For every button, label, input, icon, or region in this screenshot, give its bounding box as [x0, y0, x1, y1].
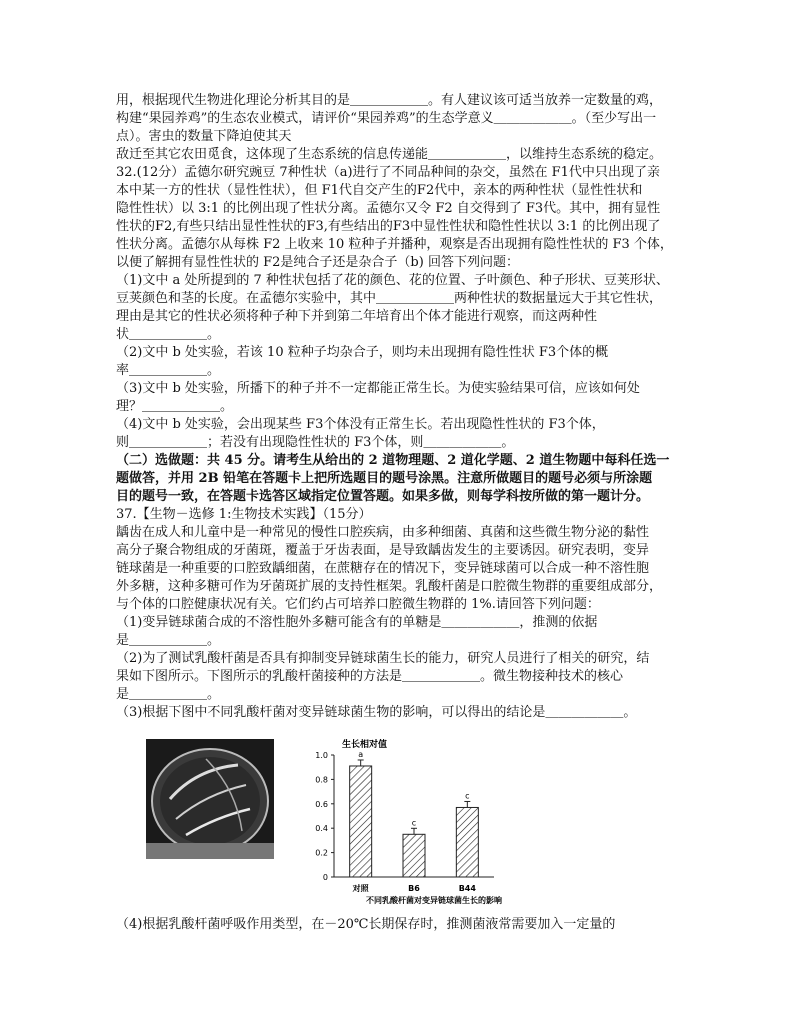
text-line: 龋齿在成人和儿童中是一种常见的慢性口腔疾病，由多种细菌、真菌和这些微生物分泌的黏性: [116, 525, 650, 540]
text-line: 高分子聚合物组成的牙菌斑，覆盖于牙齿表面，是导致龋齿发生的主要诱因。研究表明，变异: [116, 543, 650, 558]
bar: [403, 834, 425, 877]
text-line: （3)根据下图中不同乳酸杆菌对变异链球菌生物的影响，可以得出的结论是＿＿＿＿＿＿。: [116, 705, 637, 720]
significance-label: a: [358, 749, 364, 759]
text-line: 链球菌是一种重要的口腔致龋细菌，在蔗糖存在的情况下，变异链球菌可以合成一种不溶性胞: [116, 561, 650, 576]
category-label: 对照: [352, 884, 369, 893]
text-line: 性状的F2,有些只结出显性性状的F3,有些结出的F3中显性性状和隐性性状以 3:1 的比例出现了: [116, 219, 661, 234]
text-line: （2)文中 b 处实验，若该 10 粒种子均杂合子，则均未出现拥有隐性性状 F3个体的概: [116, 345, 609, 360]
text-line: 状＿＿＿＿＿＿。: [116, 327, 221, 342]
text-line: 构建“果园养鸡”的生态农业模式，请评价“果园养鸡”的生态学意义＿＿＿＿＿＿。（至少写出一: [116, 111, 657, 126]
y-tick-label: 0.2: [315, 848, 328, 858]
category-label: B44: [458, 884, 476, 893]
category-label: B6: [408, 884, 420, 893]
text-line: 本中某一方的性状（显性性状），但 F1代自交产生的F2代中，亲本的两种性状（显性性状和: [116, 183, 643, 198]
text-line: 以便了解拥有显性性状的 F2是纯合子还是杂合子（b) 回答下列问题：: [116, 255, 519, 270]
significance-label: c: [411, 818, 417, 828]
text-line: 目的题号一致，在答题卡选答区域指定位置答题。如果多做，则每学科按所做的第一题计分。: [116, 489, 650, 504]
text-line: 是＿＿＿＿＿＿。: [116, 633, 221, 648]
text-line: 37.【生物－选修 1:生物技术实践】（15分）: [116, 507, 372, 522]
text-line: 点）。害虫的数量下降迫使其天: [116, 129, 292, 144]
y-tick-label: 0: [322, 873, 328, 882]
elective-instructions: [116, 452, 682, 506]
text-line: 外多糖，这种多糖可作为牙菌斑扩展的支持性框架。乳酸杆菌是口腔微生物群的重要组成部分，: [116, 579, 663, 594]
text-line: 理？＿＿＿＿＿＿。: [116, 399, 234, 414]
text-line: 隐性性状）以 3:1 的比例出现了性状分离。孟德尔又令 F2 自交得到了 F3代。其中，拥有显性: [116, 201, 661, 216]
question-37-block: [116, 506, 682, 722]
text-line: 果如下图所示。下图所示的乳酸杆菌接种的方法是＿＿＿＿＿＿。微生物接种技术的核心: [116, 669, 624, 684]
bar: [350, 766, 372, 877]
significance-label: c: [465, 791, 470, 801]
document-body: [116, 92, 682, 722]
text-line: 豆荚颜色和茎的长度。在孟德尔实验中，其中＿＿＿＿＿＿两种性状的数据量远大于其它性状，: [116, 291, 663, 306]
question-32-block: [116, 92, 682, 452]
text-line: （二）选做题：共 45 分。请考生从给出的 2 道物理题、2 道化学题、2 道生物题中每科任选一: [116, 453, 670, 468]
text-line: （1)文中 a 处所提到的 7 种性状包括了花的颜色、花的位置、子叶颜色、种子形状、豆荚形状、: [116, 273, 669, 288]
text-line: 率＿＿＿＿＿＿。: [116, 363, 221, 378]
y-axis-label: 生长相对值: [342, 740, 388, 750]
y-tick-label: 0.8: [315, 775, 328, 785]
y-tick-label: 0.6: [315, 799, 328, 809]
text-line: 敌迁至其它农田觅食，这体现了生态系统的信息传递能＿＿＿＿＿＿，以维持生态系统的稳定。: [116, 147, 663, 162]
text-line: （3)文中 b 处实验，所播下的种子并不一定都能正常生长。为使实验结果可信，应该如何处: [116, 381, 640, 396]
figure: [146, 737, 706, 912]
text-line: 则＿＿＿＿＿＿；若没有出现隐性性状的 F3个体，则＿＿＿＿＿＿。: [116, 435, 515, 450]
y-tick-label: 1.0: [315, 751, 328, 760]
text-line: 是＿＿＿＿＿＿。: [116, 687, 221, 702]
text-line: 题做答，并用 2B 铅笔在答题卡上把所选题目的题号涂黑。注意所做题目的题号必须与所涂题: [116, 471, 653, 486]
text-line: （2)为了测试乳酸杆菌是否具有抑制变异链球菌生长的能力，研究人员进行了相关的研究，结: [116, 651, 650, 666]
text-line: 用，根据现代生物进化理论分析其目的是＿＿＿＿＿＿。有人建议该可适当放养一定数量的鸡，: [116, 93, 663, 108]
text-line: 性状分离。孟德尔从每株 F2 上收来 10 粒种子并播种，观察是否出现拥有隐性性状的 F3 个体，: [116, 237, 673, 252]
last-line: （4)根据乳酸杆菌呼吸作用类型，在－20℃长期保存时，推测菌液常需要加入一定量的: [116, 917, 616, 932]
chart-caption: 不同乳酸杆菌对变异链球菌生长的影响: [366, 896, 502, 905]
text-line: 与个体的口腔健康状况有关。它们约占可培养口腔微生物群的 1%.请回答下列问题：: [116, 597, 600, 612]
y-tick-label: 0.4: [315, 824, 328, 834]
text-line: 32.(12分）孟德尔研究豌豆 7种性状（a)进行了不同品种间的杂交，虽然在 F1代中只出现了亲: [116, 165, 660, 180]
culture-plate-photo: [146, 739, 274, 859]
text-line: （4)文中 b 处实验，会出现某些 F3个体没有正常生长。若出现隐性性状的 F3个体，: [116, 417, 605, 432]
bar: [456, 807, 478, 877]
bar-chart: [294, 737, 674, 912]
text-line: （1)变异链球菌合成的不溶性胞外多糖可能含有的单糖是＿＿＿＿＿＿，推测的依据: [116, 615, 598, 630]
text-line: 理由是其它的性状必须将种子种下并到第二年培育出个体才能进行观察，而这两种性: [116, 309, 598, 324]
